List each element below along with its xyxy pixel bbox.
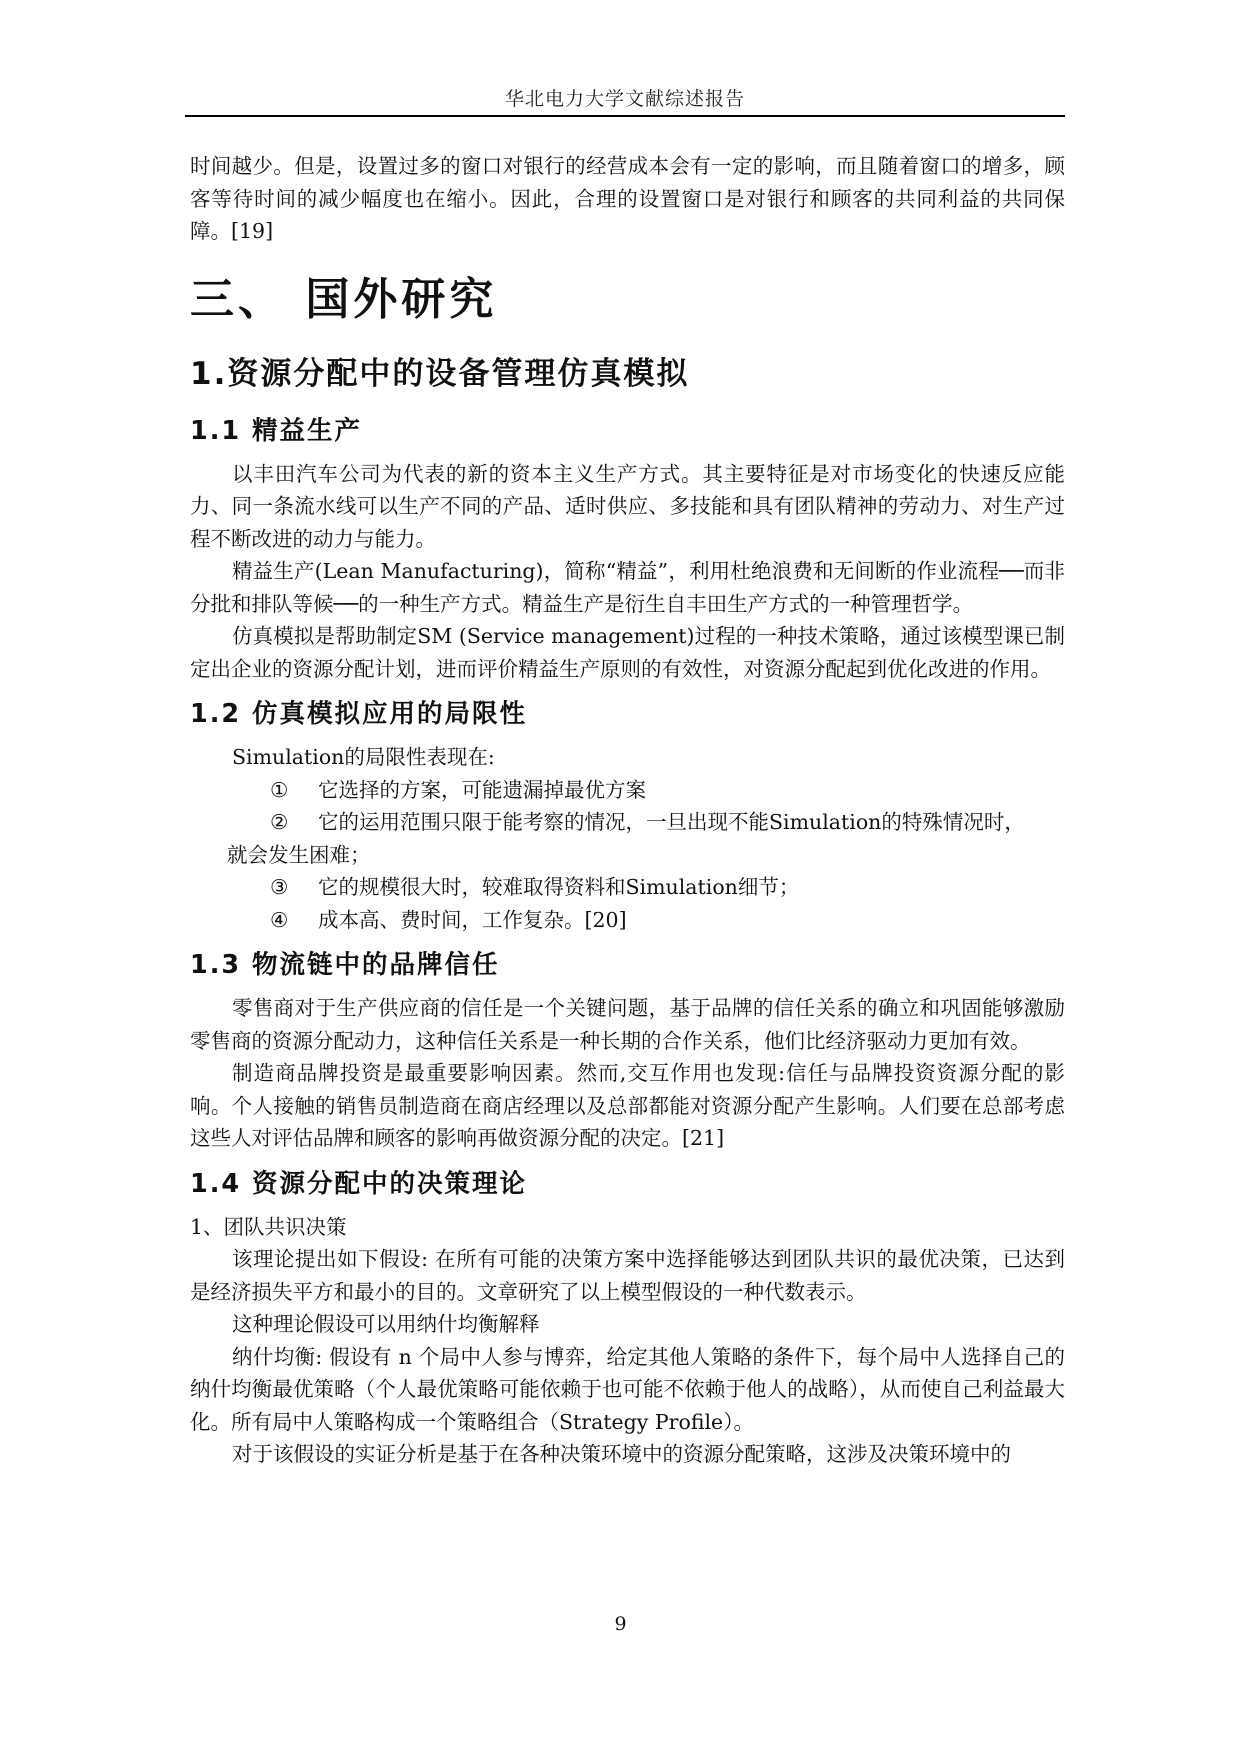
page-number: 9 — [614, 1613, 627, 1635]
list-number: ③ — [270, 875, 289, 899]
paragraph: 以丰田汽车公司为代表的新的资本主义生产方式。其主要特征是对市场变化的快速反应能力、同一条流水线可以生产不同的产品、适时供应、多技能和具有团队精神的劳动力、对生产过程不断改进的动力与能力。 — [190, 461, 1065, 551]
heading-1-2: 1.2 仿真模拟应用的局限性 — [190, 699, 528, 729]
list-text: 它的规模很大时，较难取得资料和Simulation细节； — [318, 875, 800, 899]
intro-paragraph: 时间越少。但是，设置过多的窗口对银行的经营成本会有一定的影响，而且随着窗口的增多，顾客等待时间的减少幅度也在缩小。因此，合理的设置窗口是对银行和顾客的共同利益的共同保障。[19] — [190, 154, 1065, 243]
list-item — [190, 904, 1065, 937]
section-heading: 三、 国外研究 — [190, 273, 498, 325]
list-text: 成本高、费时间，工作复杂。[20] — [318, 907, 627, 932]
paragraph: 该理论提出如下假设: 在所有可能的决策方案中选择能够达到团队共识的最优决策，已达到是经济损失平方和最小的目的。文章研究了以上模型假设的一种代数表示。 — [190, 1247, 1065, 1304]
subsection-label: 1、团队共识决策 — [190, 1214, 347, 1239]
paragraph: 制造商品牌投资是最重要影响因素。然而,交互作用也发现:信任与品牌投资资源分配的影响。个人接触的销售员制造商在商店经理以及总部都能对资源分配产生影响。人们要在总部考虑这些人对评估品牌和顾客的影响再做资源分配的决定。[21] — [190, 1061, 1065, 1150]
heading-1-1: 1.1 精益生产 — [190, 415, 363, 446]
paragraph: 零售商对于生产供应商的信任是一个关键问题，基于品牌的信任关系的确立和巩固能够激励零售商的资源分配动力，这种信任关系是一种长期的合作关系，他们比经济驱动力更加有效。 — [190, 996, 1065, 1053]
list-item — [190, 806, 1065, 839]
paragraph: 精益生产(Lean Manufacturing)，简称“精益”，利用杜绝浪费和无间断的作业流程──而非分批和排队等候──的一种生产方式。精益生产是衍生自丰田生产方式的一种管理哲学。 — [190, 559, 1065, 616]
page-header: 华北电力大学文献综述报告 — [504, 88, 745, 110]
list-number: ① — [270, 777, 289, 802]
list-item — [190, 871, 1065, 904]
list-text: 它选择的方案，可能遗漏掉最优方案 — [318, 777, 646, 802]
paragraph: 仿真模拟是帮助制定SM (Service management)过程的一种技术策略，通过该模型课已制定出企业的资源分配计划，进而评价精益生产原则的有效性，对资源分配起到优化改进的作用。 — [190, 624, 1065, 681]
list-number: ② — [270, 810, 289, 834]
page-content — [190, 150, 1086, 1471]
subsection-heading: 1.资源分配中的设备管理仿真模拟 — [190, 355, 690, 392]
header-rule — [185, 115, 1065, 117]
list-text: 它的运用范围只限于能考察的情况，一旦出现不能Simulation的特殊情况时， — [318, 810, 1025, 834]
list-number: ④ — [270, 907, 289, 932]
list-continuation: 就会发生困难； — [227, 842, 371, 867]
list-lead: Simulation的局限性表现在: — [232, 745, 495, 769]
list-item — [190, 774, 1065, 807]
heading-1-3: 1.3 物流链中的品牌信任 — [190, 950, 500, 980]
paragraph: 对于该假设的实证分析是基于在各种决策环境中的资源分配策略，这涉及决策环境中的 — [232, 1442, 1011, 1466]
paragraph: 这种理论假设可以用纳什均衡解释 — [232, 1312, 540, 1336]
paragraph: 纳什均衡: 假设有 n 个局中人参与博弈，给定其他人策略的条件下，每个局中人选择自己的 纳什均衡最优策略（个人最优策略可能依赖于也可能不依赖于他人的战略），从而使自己利益最大化。所有局中人策略构成一个策略组合（Strategy Profile）。 — [190, 1344, 1086, 1434]
heading-1-4: 1.4 资源分配中的决策理论 — [190, 1168, 528, 1199]
